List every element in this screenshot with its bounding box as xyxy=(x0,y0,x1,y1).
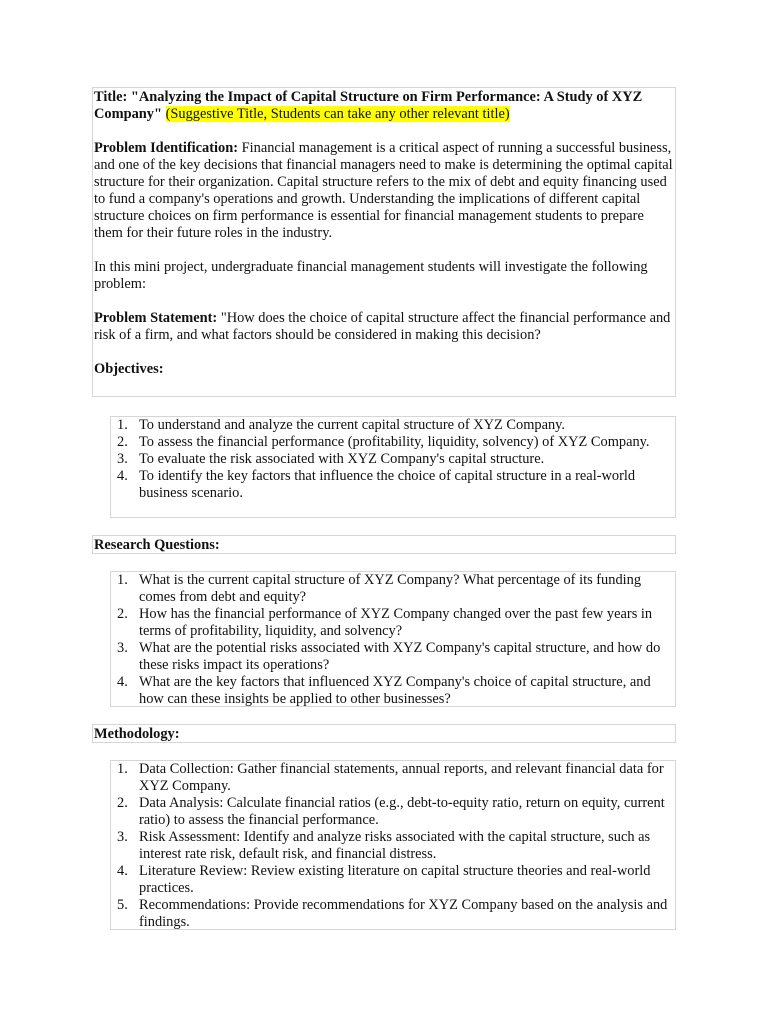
objectives-heading: Objectives: xyxy=(94,361,164,377)
list-item xyxy=(111,417,675,434)
list-item-number: 2. xyxy=(117,795,128,811)
list-item-text: Risk Assessment: Identify and analyze risks associated with the capital structure, such as interest rate risk, default risk, and financial distress. xyxy=(139,829,651,862)
list-item xyxy=(111,761,675,795)
list-item-text: What are the potential risks associated with XYZ Company's capital structure, and how do these risks impact its operations? xyxy=(139,640,661,673)
list-item xyxy=(111,897,675,931)
list-item-number: 1. xyxy=(117,417,128,433)
list-item-number: 4. xyxy=(117,674,128,690)
list-item-text: What is the current capital structure of XYZ Company? What percentage of its funding comes from debt and equity? xyxy=(139,572,642,605)
intro-paragraph: In this mini project, undergraduate financial management students will investigate the following problem: xyxy=(94,259,648,292)
list-item-number: 4. xyxy=(117,863,128,879)
list-item-text: Literature Review: Review existing literature on capital structure theories and real-world practices. xyxy=(139,863,651,896)
document-title: Title: "Analyzing the Impact of Capital Structure on Firm Performance: A Study of XYZ Company" xyxy=(94,89,643,122)
list-item-number: 1. xyxy=(117,572,128,588)
list-item-text: To identify the key factors that influence the choice of capital structure in a real-world business scenario. xyxy=(139,468,636,501)
list-item-text: To understand and analyze the current capital structure of XYZ Company. xyxy=(139,417,566,433)
title-paragraph xyxy=(94,89,673,123)
list-item xyxy=(111,795,675,829)
methodology-list xyxy=(111,761,675,931)
problem-identification-label: Problem Identification: xyxy=(94,140,239,156)
list-item-number: 1. xyxy=(117,761,128,777)
list-item-text: What are the key factors that influenced XYZ Company's choice of capital structure, and how can these insights be applied to other businesses? xyxy=(139,674,651,707)
research-questions-heading: Research Questions: xyxy=(94,537,220,553)
problem-identification-text: Financial management is a critical aspect of running a successful business, and one of the key decisions that financial managers need to make is determining the optimal capital structure for their organization. Capital structure refers to the mix of debt and equity financing used to fund a company's operations and growth. Understanding the implications of different capital structure choices on firm performance is essential for financial management students to prepare them for their future roles in the industry. xyxy=(94,140,673,241)
list-item xyxy=(111,863,675,897)
list-item xyxy=(111,468,675,502)
objectives-heading-paragraph xyxy=(94,361,673,378)
list-item-text: To evaluate the risk associated with XYZ Company's capital structure. xyxy=(139,451,545,467)
list-item xyxy=(111,572,675,606)
list-item-number: 5. xyxy=(117,897,128,913)
problem-identification-paragraph xyxy=(94,140,673,242)
title-note-highlight: (Suggestive Title, Students can take any other relevant title) xyxy=(165,106,510,122)
list-item-text: To assess the financial performance (profitability, liquidity, solvency) of XYZ Company. xyxy=(139,434,650,450)
list-item-number: 3. xyxy=(117,451,128,467)
problem-statement-text: "How does the choice of capital structure affect the financial performance and risk of a firm, and what factors should be considered in making this decision? xyxy=(94,310,671,343)
list-item xyxy=(111,674,675,708)
list-item-number: 3. xyxy=(117,829,128,845)
problem-statement-paragraph xyxy=(94,310,673,344)
list-item-number: 2. xyxy=(117,606,128,622)
methodology-heading-box xyxy=(92,724,676,743)
list-item-text: How has the financial performance of XYZ Company changed over the past few years in terms of profitability, liquidity, and solvency? xyxy=(139,606,653,639)
objectives-list xyxy=(111,417,675,502)
list-item xyxy=(111,829,675,863)
objectives-section xyxy=(110,416,676,518)
list-item-number: 3. xyxy=(117,640,128,656)
list-item-text: Recommendations: Provide recommendations for XYZ Company based on the analysis and findings. xyxy=(139,897,668,930)
list-item-number: 4. xyxy=(117,468,128,484)
research-questions-section xyxy=(110,571,676,707)
list-item-text: Data Collection: Gather financial statements, annual reports, and relevant financial data for XYZ Company. xyxy=(139,761,664,794)
problem-statement-label: Problem Statement: xyxy=(94,310,218,326)
research-questions-list xyxy=(111,572,675,708)
project-intro-section xyxy=(92,87,676,397)
list-item-number: 2. xyxy=(117,434,128,450)
research-questions-heading-box xyxy=(92,535,676,554)
methodology-heading: Methodology: xyxy=(94,726,180,742)
list-item xyxy=(111,640,675,674)
methodology-section xyxy=(110,760,676,930)
list-item xyxy=(111,434,675,451)
list-item xyxy=(111,606,675,640)
list-item xyxy=(111,451,675,468)
list-item-text: Data Analysis: Calculate financial ratios (e.g., debt-to-equity ratio, return on equity, current ratio) to assess the financial performance. xyxy=(139,795,665,828)
